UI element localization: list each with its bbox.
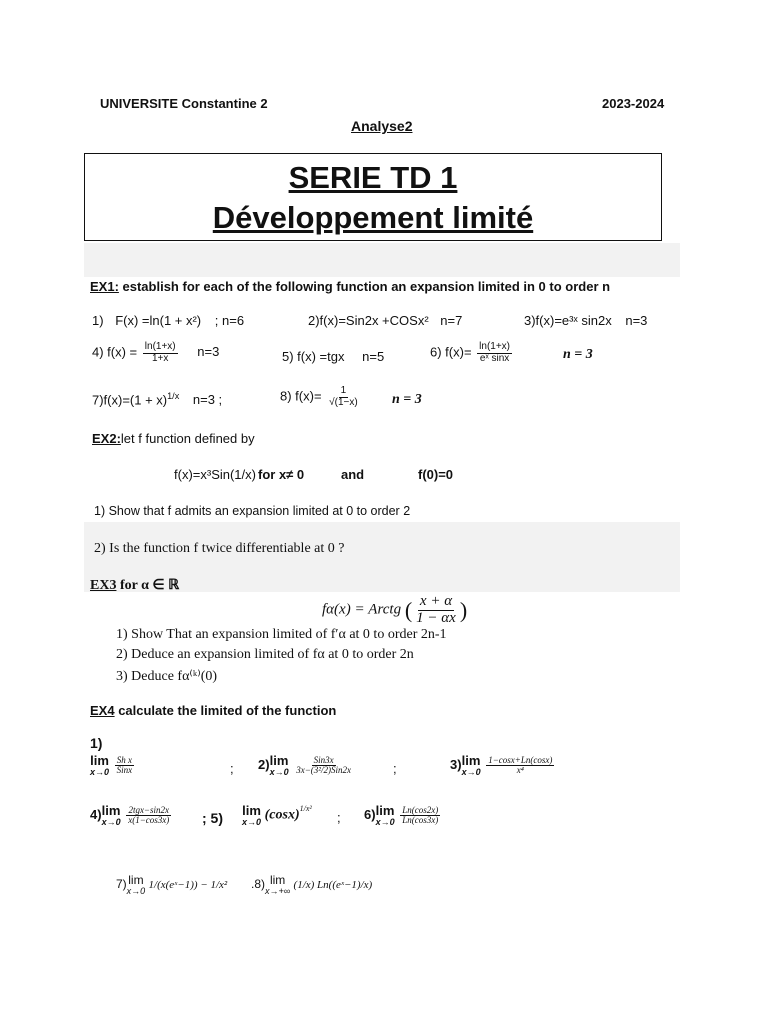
ex1-item-8 — [280, 386, 362, 408]
ex1-item-8-numerator: 1 — [340, 385, 347, 396]
ex4-limit-3-numerator: 1−cosx+Ln(cosx) — [488, 754, 553, 765]
ex4-limit-4-operator — [102, 804, 121, 827]
ex4-limit-6-fraction — [400, 806, 440, 826]
ex4-limit-4 — [90, 804, 173, 827]
ex3-formula-numerator: x + α — [419, 593, 453, 609]
ex2-definition-condition: for x≠ 0 — [258, 467, 305, 482]
title-box — [84, 153, 662, 241]
title-line2: Développement limité — [212, 200, 534, 235]
ex3-question-2: 2) Deduce an expansion limited of fα at 0 to order 2n — [116, 647, 414, 662]
academic-year: 2023-2024 — [602, 96, 665, 111]
lim-sub: x→0 — [101, 816, 121, 827]
ex2-definition-left: f(x)=x³Sin(1/x) — [174, 467, 256, 482]
ex4-limit-5-operator — [242, 804, 261, 827]
ex4-limit-1 — [90, 754, 136, 777]
ex4-limit-1-fraction — [115, 756, 135, 776]
ex4-limit-3-fraction — [486, 756, 554, 776]
ex4-limit-7-expression: 1/(x(eˣ−1)) − 1/x² — [148, 879, 228, 892]
ex1-item-1-function: F(x) =ln(1 + x²) — [115, 313, 202, 328]
ex3-formula-fraction — [414, 594, 458, 627]
ex2-question-1: 1) Show that f admits an expansion limited at 0 to order 2 — [94, 504, 411, 518]
ex4-label: EX4 — [90, 703, 115, 718]
ex1-item-2-order: n=7 — [440, 313, 463, 328]
lim-sub: x→0 — [269, 766, 289, 777]
ex4-limit-5-exponent: 1/x² — [299, 804, 312, 813]
course-name: Analyse2 — [351, 118, 413, 134]
ex1-item-4-order: n=3 — [197, 344, 220, 360]
ex4-limit-2-label: 2) — [258, 756, 270, 772]
ex4-limit-7 — [116, 874, 227, 896]
ex4-limit-4-label: 4) — [90, 806, 102, 822]
ex1-item-7-exponent: 1/x — [167, 391, 180, 401]
ex3-formula-denominator: 1 − αx — [416, 609, 456, 626]
ex4-limit-4-denominator: x(1−cos3x) — [128, 815, 170, 826]
ex1-item-4 — [92, 342, 219, 364]
ex1-item-6-numerator: ln(1+x) — [479, 341, 511, 352]
ex4-limit-5-label: ; 5) — [202, 810, 223, 826]
ex4-limit-1-operator — [90, 754, 109, 777]
ex4-limit-6-label: 6) — [364, 806, 376, 822]
ex4-separator-3: ; — [337, 810, 341, 825]
ex1-item-6-fraction — [477, 342, 512, 364]
ex4-limit-1-numerator: Sh x — [116, 754, 133, 765]
ex4-limit-6-denominator: Ln(cos3x) — [402, 815, 439, 826]
ex1-item-6-denominator: eˣ sinx — [479, 352, 510, 364]
ex4-limit-2-fraction — [294, 756, 353, 776]
ex1-item-2-function: 2)f(x)=Sin2x +COSx² — [308, 313, 429, 328]
ex3-label: EX3 — [90, 578, 117, 593]
ex1-item-6-label: 6) f(x)= — [430, 344, 472, 360]
ex1-item-8-denominator: √(1−x) — [329, 396, 358, 408]
ex4-limit-2-denominator: 3x−(3²/2)Sin2x — [296, 765, 351, 776]
title-line1: SERIE TD 1 — [288, 160, 458, 195]
ex1-item-1-order: ; n=6 — [214, 313, 245, 328]
lim-sub: x→0 — [461, 766, 481, 777]
ex2-statement — [92, 431, 255, 446]
ex4-statement — [90, 703, 336, 718]
ex4-limit-4-numerator: 2tgx−sin2x — [128, 804, 170, 815]
lim-sub: x→+∞ — [265, 885, 291, 896]
ex3-question-3: 3) Deduce fα⁽ᵏ⁾(0) — [116, 669, 218, 684]
ex1-item-3-function: 3)f(x)=e³ˣ sin2x — [524, 313, 612, 328]
lim-text: lim — [461, 753, 481, 768]
ex4-separator-2: ; — [393, 761, 397, 776]
ex4-limit-1-denominator: Sinx — [116, 765, 133, 776]
ex1-item-7 — [92, 391, 222, 407]
ex1-item-6 — [430, 342, 514, 364]
ex4-limit-5-expression: (cosx) — [264, 807, 300, 823]
ex2-text: let f function defined by — [120, 431, 255, 446]
ex4-limit-6 — [364, 804, 442, 827]
ex4-limit-8 — [251, 874, 372, 896]
university-name: UNIVERSITE Constantine 2 — [100, 96, 268, 111]
lim-text: lim — [90, 753, 109, 768]
ex1-statement — [90, 279, 610, 294]
ex1-item-8-label: 8) f(x)= — [280, 388, 322, 404]
ex1-item-2 — [308, 313, 462, 328]
ex1-item-7-function: 7)f(x)=(1 + x) — [92, 392, 168, 408]
ex4-limit-3-denominator: x⁴ — [516, 765, 524, 776]
ex4-limit-8-label: .8) — [251, 877, 266, 892]
ex3-formula-left: fα(x) = Arctg — [322, 601, 402, 618]
ex1-item-5-function: 5) f(x) =tgx — [282, 349, 345, 364]
ex1-label: EX1: — [90, 279, 119, 294]
ex4-limit-5 — [242, 804, 312, 827]
ex1-item-1-label: 1) — [92, 313, 104, 328]
ex1-item-5-order: n=5 — [362, 349, 385, 364]
lim-text: lim — [128, 873, 144, 887]
ex3-question-1: 1) Show That an expansion limited of f′α at 0 to order 2n-1 — [116, 627, 447, 642]
ex4-limit-2 — [258, 754, 355, 777]
ex3-formula: fα(x) = Arctg ( $\frac{x + \alpha}{1 - \alpha x}$ ) — [322, 593, 468, 626]
ex4-limit-8-operator — [265, 874, 290, 896]
lim-text: lim — [101, 803, 121, 818]
ex4-limit-3-operator — [462, 754, 481, 777]
ex4-limit-7-operator — [127, 874, 146, 896]
lim-sub: x→0 — [90, 766, 110, 777]
ex4-item-1-label: 1) — [90, 735, 103, 751]
ex1-text: establish for each of the following function an expansion limited in 0 to order n — [118, 279, 611, 294]
ex1-item-4-fraction — [143, 342, 178, 364]
ex4-limit-2-numerator: Sin3x — [313, 754, 334, 765]
ex2-question-2: 2) Is the function f twice differentiable at 0 ? — [94, 541, 345, 556]
lim-sub: x→0 — [375, 816, 395, 827]
ex4-limit-6-numerator: Ln(cos2x) — [402, 804, 439, 815]
ex4-limit-4-fraction — [126, 806, 171, 826]
ex1-item-3-order: n=3 — [625, 313, 648, 328]
lim-text: lim — [242, 803, 261, 818]
lim-text: lim — [269, 753, 289, 768]
ex1-item-1 — [92, 313, 244, 328]
lim-sub: x→0 — [126, 885, 146, 896]
ex3-text: for α ∈ ℝ — [116, 578, 180, 593]
ex1-item-5 — [282, 349, 384, 364]
ex4-limit-2-operator — [270, 754, 289, 777]
shaded-band-1 — [84, 243, 680, 277]
ex4-text: calculate the limited of the function — [114, 703, 337, 718]
ex1-item-7-order: n=3 ; — [192, 392, 223, 408]
ex4-separator-1: ; — [230, 761, 234, 776]
ex2-definition-right: f(0)=0 — [418, 467, 454, 482]
ex1-item-4-denominator: 1+x — [152, 352, 169, 364]
lim-sub: x→0 — [242, 816, 262, 827]
ex4-limit-8-expression: (1/x) Ln((eˣ−1)/x) — [293, 879, 373, 892]
ex2-definition-and: and — [341, 467, 365, 482]
lim-text: lim — [375, 803, 395, 818]
ex4-limit-7-label: 7) — [116, 877, 127, 892]
ex2-label: EX2: — [92, 431, 121, 446]
ex3-statement — [90, 577, 179, 594]
lim-text: lim — [269, 873, 286, 887]
ex1-item-4-label: 4) f(x) = — [92, 344, 138, 360]
ex1-item-8-order: n = 3 — [392, 392, 422, 407]
ex1-item-6-order: n = 3 — [563, 347, 593, 362]
ex4-limit-6-operator — [376, 804, 395, 827]
ex4-limit-3 — [450, 754, 556, 777]
ex1-item-4-numerator: ln(1+x) — [144, 341, 176, 352]
ex1-item-3 — [524, 313, 647, 328]
ex4-limit-3-label: 3) — [450, 756, 462, 772]
ex1-item-8-fraction — [327, 386, 360, 408]
